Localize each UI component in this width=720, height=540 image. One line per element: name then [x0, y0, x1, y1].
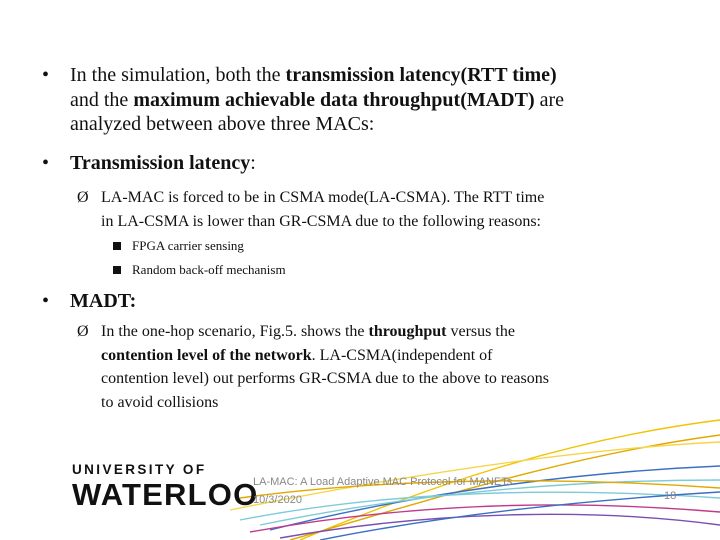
bullet-dot: • [42, 64, 50, 86]
bullet-madt [42, 289, 682, 314]
bullet-text [70, 289, 682, 314]
text-run: are [534, 88, 565, 111]
text-run: . LA-CSMA(independent of [311, 346, 493, 364]
bullet-transmission-latency [42, 151, 682, 176]
subbullet-one-hop [77, 320, 667, 414]
footer-title: LA-MAC: A Load Adaptive MAC Protocol for MANETs [253, 476, 513, 488]
arrow-bullet-icon: Ø [77, 189, 89, 206]
text-bold: Transmission latency [70, 152, 251, 174]
logo-bottom-text: WATERLOO [72, 477, 259, 512]
bullet-simulation [42, 63, 682, 137]
subbullet-text [101, 186, 667, 233]
text-run: : [250, 152, 256, 174]
text-bold: maximum achievable data throughput(MADT) [133, 88, 535, 111]
square-bullet-icon [113, 266, 121, 274]
bullet-dot: • [42, 152, 50, 174]
text-bold: contention level of the network [101, 346, 312, 364]
square-bullet-icon [113, 242, 121, 250]
text-bold: MADT: [70, 290, 137, 312]
subbullet-text [101, 320, 667, 414]
text-run: and the [70, 88, 134, 111]
text-run: In the simulation, both the [70, 64, 286, 86]
text-run: in LA-CSMA is lower than GR-CSMA due to the following reasons: [101, 212, 541, 230]
arrow-bullet-icon: Ø [77, 323, 89, 340]
bullet-text [70, 63, 682, 137]
reason-text: FPGA carrier sensing [132, 238, 244, 253]
reason-item [113, 238, 613, 254]
text-run: versus the [446, 323, 515, 340]
bullet-text [70, 151, 682, 176]
bullet-dot: • [42, 290, 50, 312]
text-bold: transmission latency(RTT time) [285, 64, 557, 86]
university-logo [72, 462, 258, 511]
text-run: analyzed between above three MACs: [70, 113, 375, 135]
reason-text: Random back-off mechanism [132, 262, 286, 277]
subbullet-la-csma [77, 186, 667, 233]
text-run: to avoid collisions [101, 393, 219, 411]
text-run: contention level) out performs GR-CSMA due to the above to reasons [101, 370, 549, 387]
text-run: LA-MAC is forced to be in CSMA mode(LA-CSMA). The RTT time [101, 189, 545, 206]
text-run: In the one-hop scenario, Fig.5. shows the [101, 323, 369, 340]
logo-top-text: UNIVERSITY OF [72, 462, 207, 477]
footer-text [253, 473, 512, 509]
footer-date: 10/3/2020 [253, 494, 302, 506]
reason-item [113, 262, 613, 278]
page-number: 18 [664, 490, 677, 502]
text-bold: throughput [368, 323, 447, 340]
